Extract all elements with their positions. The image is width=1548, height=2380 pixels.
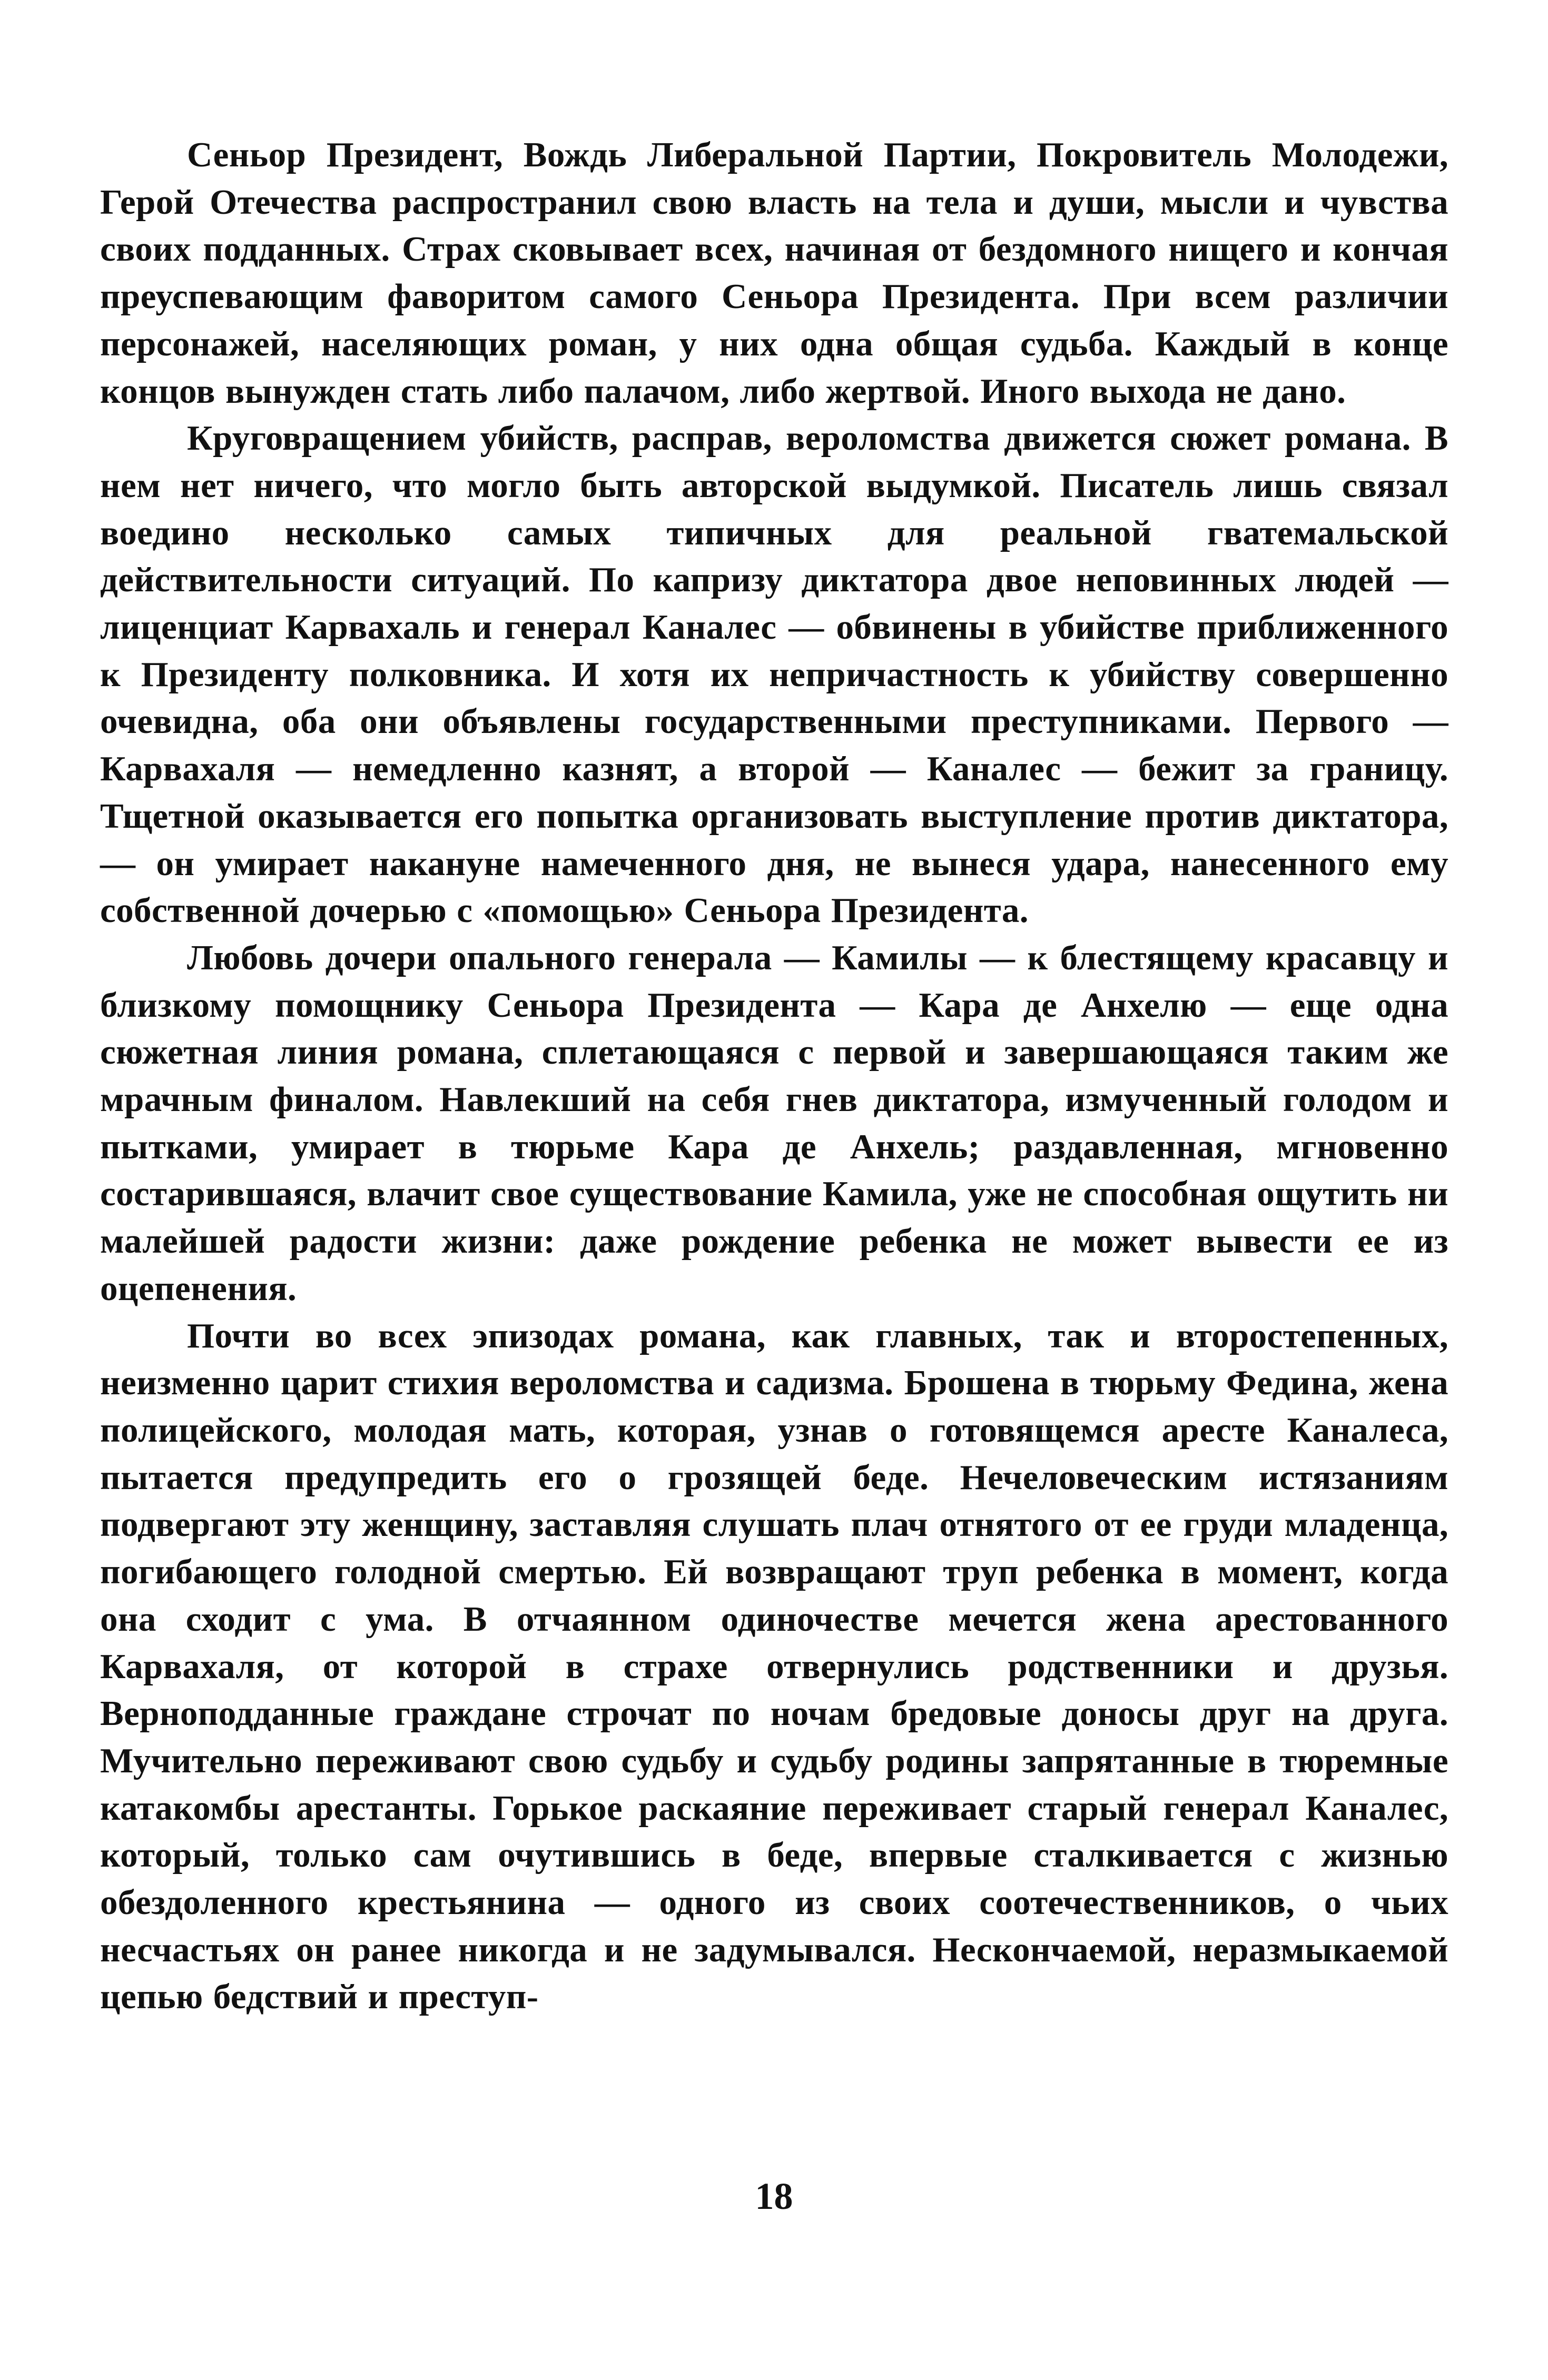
paragraph-1: Сеньор Президент, Вождь Либеральной Партии, Покровитель Молодежи, Герой Отечества распространил свою власть на тела и души, мысли и чувства своих подданных. Страх сковывает всех, начиная от бездомного нищего и кончая преуспевающим фаворитом самого Сеньора Президента. При всем различии персонажей, населяющих роман, у них одна общая судьба. Каждый в конце концов вынужден стать либо палачом, либо жертвой. Иного выхода не дано.: [100, 135, 1448, 411]
paragraph-3: Любовь дочери опального генерала — Камилы — к блестящему красавцу и близкому помощнику Сеньора Президента — Кара де Анхелю — еще одна сюжетная линия романа, сплетающаяся с первой и завершающаяся таким же мрачным финалом. Навлекший на себя гнев диктатора, измученный голодом и пытками, умирает в тюрьме Кара де Анхель; раздавленная, мгновенно состарившаяся, влачит свое существование Камила, уже не способная ощутить ни малейшей радости жизни: даже рождение ребенка не может вывести ее из оцепенения.: [100, 938, 1448, 1308]
paragraph-2: Круговращением убийств, расправ, вероломства движется сюжет романа. В нем нет ничего, что могло быть авторской выдумкой. Писатель лишь связал воедино несколько самых типичных для реальной гватемальской действительности ситуаций. По капризу диктатора двое неповинных людей — лиценциат Карвахаль и генерал Каналес — обвинены в убийстве приближенного к Президенту полковника. И хотя их непричастность к убийству совершенно очевидна, оба они объявлены государственными преступниками. Первого — Карвахаля — немедленно казнят, а второй — Каналес — бежит за границу. Тщетной оказывается его попытка организовать выступление против диктатора,— он умирает накануне намеченного дня, не вынеся удара, нанесенного ему собственной дочерью с «помощью» Сеньора Президента.: [100, 419, 1448, 930]
body-text: [100, 132, 1448, 2021]
page-number: 18: [755, 2175, 793, 2217]
paragraph-4: Почти во всех эпизодах романа, как главных, так и второстепенных, неизменно царит стихия вероломства и садизма. Брошена в тюрьму Федина, жена полицейского, молодая мать, которая, узнав о готовящемся аресте Каналеса, пытается предупредить его о грозящей беде. Нечеловеческим истязаниям подвергают эту женщину, заставляя слушать плач отнятого от ее груди младенца, погибающего голодной смертью. Ей возвращают труп ребенка в момент, когда она сходит с ума. В отчаянном одиночестве мечется жена арестованного Карвахаля, от которой в страхе отвернулись родственники и друзья. Верноподданные граждане строчат по ночам бредовые доносы друг на друга. Мучительно переживают свою судьбу и судьбу родины запрятанные в тюремные катакомбы арестанты. Горькое раскаяние переживает старый генерал Каналес, который, только сам очутившись в беде, впервые сталкивается с жизнью обездоленного крестьянина — одного из своих соотечественников, о чьих несчастьях он ранее никогда и не задумывался. Нескончаемой, неразмыкаемой цепью бедствий и преступ-: [100, 1316, 1448, 2017]
